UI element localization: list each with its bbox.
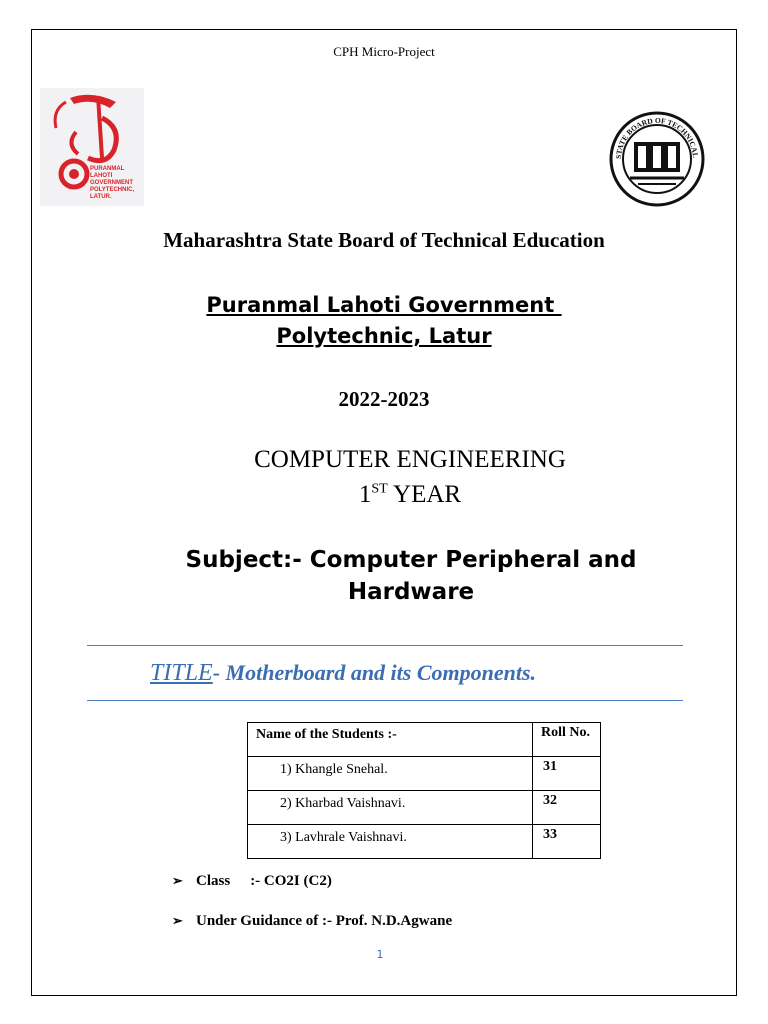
academic-year: 2022-2023 bbox=[338, 387, 430, 411]
svg-text:POLYTECHNIC,: POLYTECHNIC, bbox=[90, 187, 135, 193]
header-roll: Roll No. bbox=[533, 723, 601, 757]
table-row bbox=[248, 757, 601, 791]
header-name: Name of the Students :- bbox=[248, 723, 533, 757]
svg-text:LAHOTI: LAHOTI bbox=[90, 173, 113, 179]
page-header: CPH Micro-Project bbox=[333, 44, 435, 59]
student-roll: 31 bbox=[533, 757, 601, 791]
class-label: Class bbox=[196, 873, 231, 889]
subject-line2: Hardware bbox=[347, 579, 475, 605]
student-name: 3) Lavhrale Vaishnavi. bbox=[248, 825, 533, 859]
college-name-line2: Polytechnic, Latur bbox=[276, 324, 492, 348]
svg-text:LATUR.: LATUR. bbox=[90, 194, 112, 200]
student-roll: 32 bbox=[533, 791, 601, 825]
guidance-text: Under Guidance of :- Prof. N.D.Agwane bbox=[196, 913, 453, 929]
project-title bbox=[150, 660, 536, 687]
board-name: Maharashtra State Board of Technical Education bbox=[163, 228, 605, 252]
college-emblem-icon bbox=[40, 88, 144, 206]
table-header-row bbox=[248, 723, 601, 757]
student-name: 2) Kharbad Vaishnavi. bbox=[248, 791, 533, 825]
class-line bbox=[172, 873, 332, 890]
svg-text:STATE BOARD OF TECHNICAL EDUCA: STATE BOARD OF TECHNICAL bbox=[613, 115, 701, 160]
college-name bbox=[0, 290, 768, 352]
study-year: 1ST YEAR bbox=[358, 481, 462, 508]
divider-top bbox=[87, 645, 683, 646]
msbte-seal bbox=[608, 110, 706, 208]
svg-text:PURANMAL: PURANMAL bbox=[90, 166, 125, 172]
student-roll: 33 bbox=[533, 825, 601, 859]
msbte-seal-icon bbox=[608, 110, 706, 208]
subject-line1: Subject:- Computer Peripheral and bbox=[185, 547, 637, 573]
students-table bbox=[247, 722, 601, 859]
divider-bottom bbox=[87, 700, 683, 701]
college-name-line1: Puranmal Lahoti Government bbox=[206, 293, 562, 317]
title-text: - Motherboard and its Components. bbox=[212, 660, 537, 685]
svg-text:GOVERNMENT: GOVERNMENT bbox=[90, 180, 134, 186]
college-logo bbox=[40, 88, 144, 206]
arrow-bullet-icon: ➢ bbox=[172, 873, 183, 888]
table-row bbox=[248, 825, 601, 859]
page-number: 1 bbox=[376, 948, 384, 961]
department: COMPUTER ENGINEERING bbox=[254, 446, 566, 473]
arrow-bullet-icon: ➢ bbox=[172, 913, 183, 928]
title-label: TITLE bbox=[150, 660, 213, 686]
table-row bbox=[248, 791, 601, 825]
guidance-line bbox=[172, 913, 452, 930]
subject-heading bbox=[0, 544, 768, 608]
class-value: :- CO2I (C2) bbox=[250, 873, 332, 889]
student-name: 1) Khangle Snehal. bbox=[248, 757, 533, 791]
